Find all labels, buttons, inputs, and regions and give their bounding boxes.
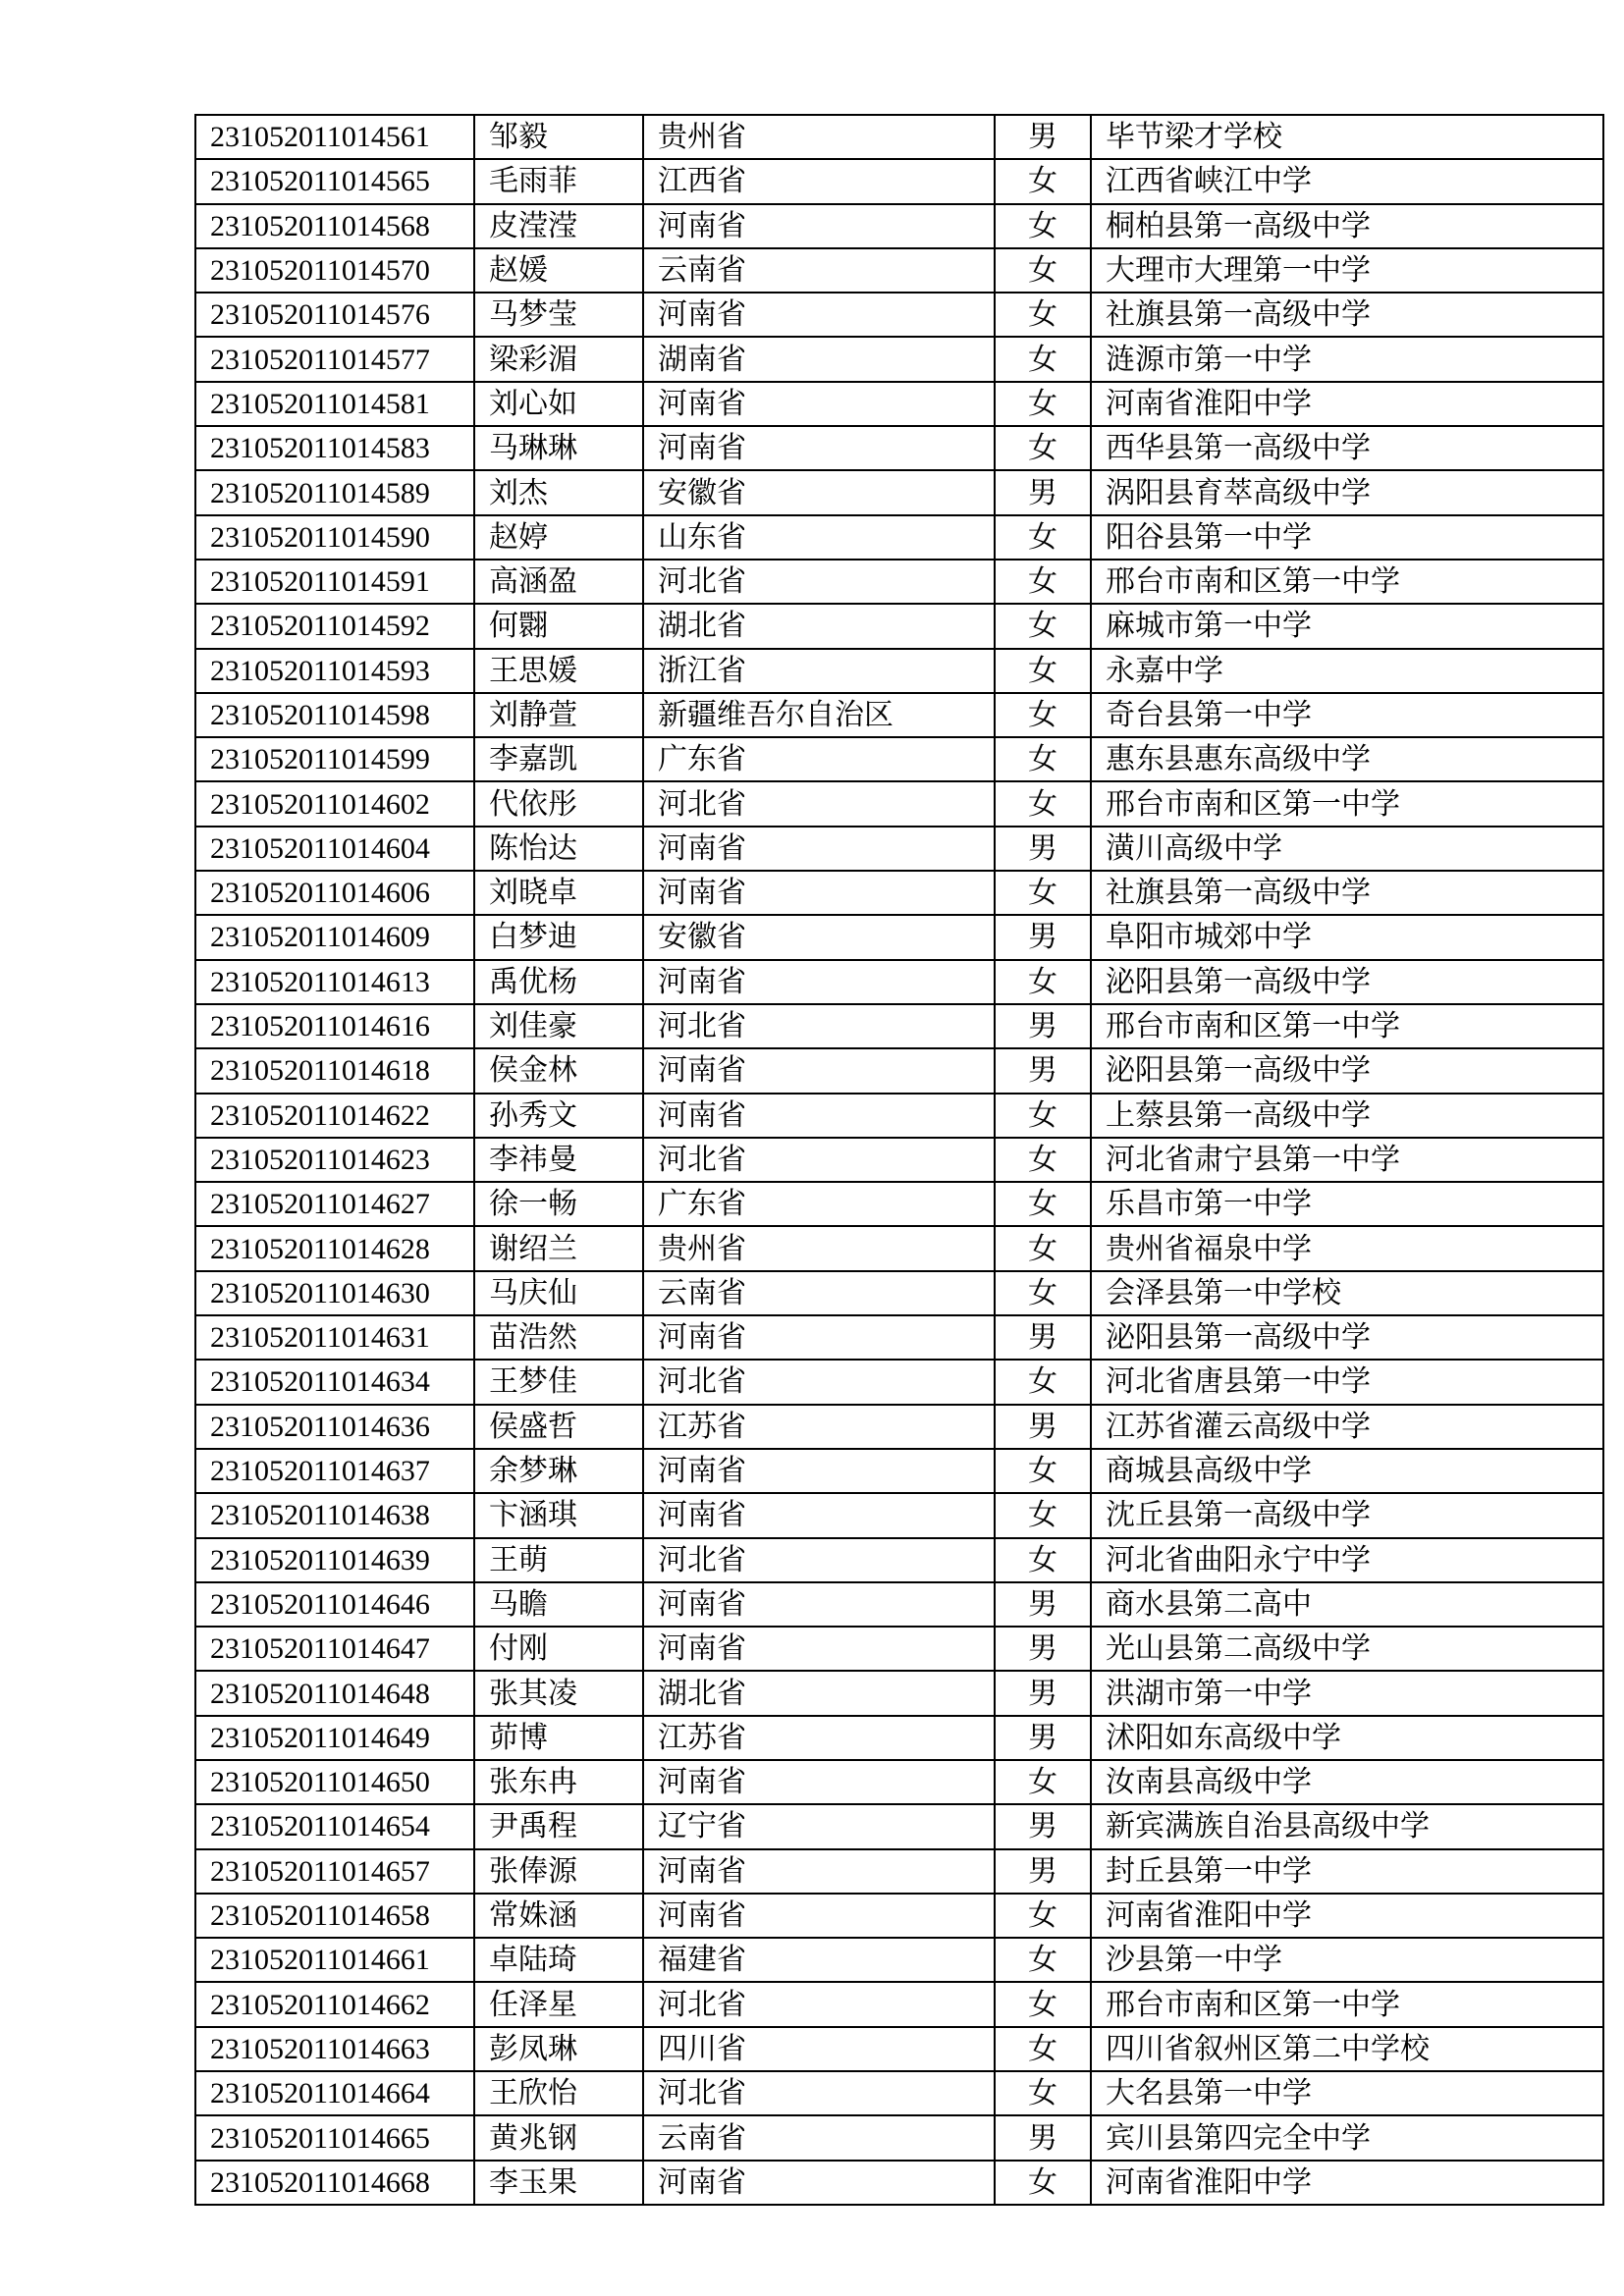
school-cell: 潢川高级中学 bbox=[1091, 827, 1603, 871]
school-cell: 毕节梁才学校 bbox=[1091, 115, 1603, 159]
school-cell: 邢台市南和区第一中学 bbox=[1091, 560, 1603, 604]
name-cell: 梁彩湄 bbox=[474, 337, 643, 381]
name-cell: 尹禹程 bbox=[474, 1804, 643, 1848]
table-row bbox=[195, 159, 1603, 203]
table-row bbox=[195, 1804, 1603, 1848]
name-cell: 毛雨菲 bbox=[474, 159, 643, 203]
school-cell: 江苏省灌云高级中学 bbox=[1091, 1405, 1603, 1449]
table-row bbox=[195, 1226, 1603, 1270]
name-cell: 邹毅 bbox=[474, 115, 643, 159]
province-cell: 浙江省 bbox=[643, 649, 995, 693]
province-cell: 河北省 bbox=[643, 1538, 995, 1582]
province-cell: 河北省 bbox=[643, 1138, 995, 1182]
province-cell: 河南省 bbox=[643, 1048, 995, 1093]
name-cell: 王思媛 bbox=[474, 649, 643, 693]
student-id-cell: 231052011014663 bbox=[195, 2027, 474, 2071]
name-cell: 禹优杨 bbox=[474, 960, 643, 1004]
name-cell: 张东冉 bbox=[474, 1760, 643, 1804]
gender-cell: 男 bbox=[995, 1671, 1091, 1715]
name-cell: 张其凌 bbox=[474, 1671, 643, 1715]
table-row bbox=[195, 1982, 1603, 2026]
school-cell: 河北省唐县第一中学 bbox=[1091, 1360, 1603, 1404]
student-id-cell: 231052011014636 bbox=[195, 1405, 474, 1449]
table-row bbox=[195, 1849, 1603, 1894]
school-cell: 邢台市南和区第一中学 bbox=[1091, 1004, 1603, 1048]
student-id-cell: 231052011014593 bbox=[195, 649, 474, 693]
province-cell: 福建省 bbox=[643, 1938, 995, 1982]
gender-cell: 男 bbox=[995, 115, 1091, 159]
table-row bbox=[195, 2115, 1603, 2160]
province-cell: 河南省 bbox=[643, 1493, 995, 1537]
name-cell: 茆博 bbox=[474, 1716, 643, 1760]
gender-cell: 女 bbox=[995, 604, 1091, 648]
student-id-cell: 231052011014654 bbox=[195, 1804, 474, 1848]
gender-cell: 男 bbox=[995, 1849, 1091, 1894]
student-id-cell: 231052011014592 bbox=[195, 604, 474, 648]
student-id-cell: 231052011014616 bbox=[195, 1004, 474, 1048]
name-cell: 白梦迪 bbox=[474, 915, 643, 959]
school-cell: 泌阳县第一高级中学 bbox=[1091, 1315, 1603, 1360]
gender-cell: 男 bbox=[995, 827, 1091, 871]
name-cell: 代依彤 bbox=[474, 781, 643, 826]
gender-cell: 女 bbox=[995, 1360, 1091, 1404]
student-id-cell: 231052011014577 bbox=[195, 337, 474, 381]
province-cell: 湖南省 bbox=[643, 337, 995, 381]
province-cell: 河南省 bbox=[643, 1894, 995, 1938]
table-row bbox=[195, 871, 1603, 915]
name-cell: 彭凤琳 bbox=[474, 2027, 643, 2071]
school-cell: 会泽县第一中学校 bbox=[1091, 1271, 1603, 1315]
student-id-cell: 231052011014639 bbox=[195, 1538, 474, 1582]
school-cell: 麻城市第一中学 bbox=[1091, 604, 1603, 648]
province-cell: 河北省 bbox=[643, 560, 995, 604]
province-cell: 江西省 bbox=[643, 159, 995, 203]
name-cell: 赵婷 bbox=[474, 515, 643, 560]
gender-cell: 女 bbox=[995, 1982, 1091, 2026]
school-cell: 邢台市南和区第一中学 bbox=[1091, 781, 1603, 826]
school-cell: 光山县第二高级中学 bbox=[1091, 1627, 1603, 1671]
province-cell: 河北省 bbox=[643, 1004, 995, 1048]
table-row bbox=[195, 1493, 1603, 1537]
gender-cell: 女 bbox=[995, 382, 1091, 426]
table-row bbox=[195, 2071, 1603, 2115]
student-id-cell: 231052011014657 bbox=[195, 1849, 474, 1894]
province-cell: 河南省 bbox=[643, 204, 995, 248]
gender-cell: 女 bbox=[995, 1138, 1091, 1182]
name-cell: 刘静萱 bbox=[474, 693, 643, 737]
province-cell: 河南省 bbox=[643, 871, 995, 915]
table-row bbox=[195, 1094, 1603, 1138]
province-cell: 河南省 bbox=[643, 1449, 995, 1493]
table-row bbox=[195, 248, 1603, 293]
school-cell: 上蔡县第一高级中学 bbox=[1091, 1094, 1603, 1138]
school-cell: 封丘县第一中学 bbox=[1091, 1849, 1603, 1894]
table-row bbox=[195, 649, 1603, 693]
school-cell: 涡阳县育萃高级中学 bbox=[1091, 470, 1603, 514]
student-id-cell: 231052011014576 bbox=[195, 293, 474, 337]
gender-cell: 男 bbox=[995, 1315, 1091, 1360]
school-cell: 惠东县惠东高级中学 bbox=[1091, 737, 1603, 781]
student-id-cell: 231052011014622 bbox=[195, 1094, 474, 1138]
table-row bbox=[195, 693, 1603, 737]
name-cell: 刘杰 bbox=[474, 470, 643, 514]
province-cell: 江苏省 bbox=[643, 1405, 995, 1449]
province-cell: 广东省 bbox=[643, 1182, 995, 1226]
student-id-cell: 231052011014627 bbox=[195, 1182, 474, 1226]
school-cell: 泌阳县第一高级中学 bbox=[1091, 1048, 1603, 1093]
name-cell: 王梦佳 bbox=[474, 1360, 643, 1404]
student-id-cell: 231052011014598 bbox=[195, 693, 474, 737]
student-id-cell: 231052011014604 bbox=[195, 827, 474, 871]
gender-cell: 女 bbox=[995, 737, 1091, 781]
name-cell: 李祎曼 bbox=[474, 1138, 643, 1182]
gender-cell: 男 bbox=[995, 1004, 1091, 1048]
gender-cell: 女 bbox=[995, 2027, 1091, 2071]
school-cell: 洪湖市第一中学 bbox=[1091, 1671, 1603, 1715]
student-id-cell: 231052011014581 bbox=[195, 382, 474, 426]
province-cell: 河南省 bbox=[643, 1315, 995, 1360]
province-cell: 河北省 bbox=[643, 2071, 995, 2115]
province-cell: 山东省 bbox=[643, 515, 995, 560]
name-cell: 赵媛 bbox=[474, 248, 643, 293]
province-cell: 河南省 bbox=[643, 1760, 995, 1804]
student-id-cell: 231052011014590 bbox=[195, 515, 474, 560]
table-row bbox=[195, 1894, 1603, 1938]
name-cell: 徐一畅 bbox=[474, 1182, 643, 1226]
province-cell: 河南省 bbox=[643, 1627, 995, 1671]
student-id-cell: 231052011014599 bbox=[195, 737, 474, 781]
table-row bbox=[195, 1671, 1603, 1715]
table-row bbox=[195, 1271, 1603, 1315]
table-row bbox=[195, 1048, 1603, 1093]
table-row bbox=[195, 1938, 1603, 1982]
gender-cell: 男 bbox=[995, 915, 1091, 959]
school-cell: 商城县高级中学 bbox=[1091, 1449, 1603, 1493]
gender-cell: 男 bbox=[995, 470, 1091, 514]
province-cell: 云南省 bbox=[643, 248, 995, 293]
school-cell: 永嘉中学 bbox=[1091, 649, 1603, 693]
gender-cell: 女 bbox=[995, 649, 1091, 693]
student-id-cell: 231052011014631 bbox=[195, 1315, 474, 1360]
table-row bbox=[195, 115, 1603, 159]
school-cell: 河南省淮阳中学 bbox=[1091, 1894, 1603, 1938]
gender-cell: 女 bbox=[995, 781, 1091, 826]
table-row bbox=[195, 1582, 1603, 1627]
school-cell: 四川省叙州区第二中学校 bbox=[1091, 2027, 1603, 2071]
table-row bbox=[195, 2027, 1603, 2071]
gender-cell: 女 bbox=[995, 1449, 1091, 1493]
student-id-cell: 231052011014606 bbox=[195, 871, 474, 915]
student-id-cell: 231052011014638 bbox=[195, 1493, 474, 1537]
student-id-cell: 231052011014609 bbox=[195, 915, 474, 959]
table-row bbox=[195, 1405, 1603, 1449]
name-cell: 刘晓卓 bbox=[474, 871, 643, 915]
school-cell: 阳谷县第一中学 bbox=[1091, 515, 1603, 560]
table-row bbox=[195, 827, 1603, 871]
table-row bbox=[195, 1004, 1603, 1048]
student-id-cell: 231052011014591 bbox=[195, 560, 474, 604]
name-cell: 何翾 bbox=[474, 604, 643, 648]
gender-cell: 女 bbox=[995, 293, 1091, 337]
student-id-cell: 231052011014650 bbox=[195, 1760, 474, 1804]
student-id-cell: 231052011014662 bbox=[195, 1982, 474, 2026]
gender-cell: 女 bbox=[995, 2161, 1091, 2205]
province-cell: 河南省 bbox=[643, 1849, 995, 1894]
gender-cell: 女 bbox=[995, 1938, 1091, 1982]
school-cell: 河北省曲阳永宁中学 bbox=[1091, 1538, 1603, 1582]
table-row bbox=[195, 960, 1603, 1004]
name-cell: 余梦琳 bbox=[474, 1449, 643, 1493]
student-id-cell: 231052011014618 bbox=[195, 1048, 474, 1093]
province-cell: 河南省 bbox=[643, 827, 995, 871]
province-cell: 河南省 bbox=[643, 1582, 995, 1627]
province-cell: 云南省 bbox=[643, 2115, 995, 2160]
table-row bbox=[195, 1538, 1603, 1582]
table-row bbox=[195, 560, 1603, 604]
school-cell: 沈丘县第一高级中学 bbox=[1091, 1493, 1603, 1537]
name-cell: 李嘉凯 bbox=[474, 737, 643, 781]
student-id-cell: 231052011014634 bbox=[195, 1360, 474, 1404]
table-row bbox=[195, 1360, 1603, 1404]
gender-cell: 女 bbox=[995, 1894, 1091, 1938]
school-cell: 宾川县第四完全中学 bbox=[1091, 2115, 1603, 2160]
student-id-cell: 231052011014637 bbox=[195, 1449, 474, 1493]
table-row bbox=[195, 1716, 1603, 1760]
school-cell: 社旗县第一高级中学 bbox=[1091, 293, 1603, 337]
name-cell: 付刚 bbox=[474, 1627, 643, 1671]
student-id-cell: 231052011014583 bbox=[195, 426, 474, 470]
name-cell: 皮滢滢 bbox=[474, 204, 643, 248]
school-cell: 大名县第一中学 bbox=[1091, 2071, 1603, 2115]
table-row bbox=[195, 1760, 1603, 1804]
name-cell: 侯盛哲 bbox=[474, 1405, 643, 1449]
gender-cell: 女 bbox=[995, 560, 1091, 604]
province-cell: 河北省 bbox=[643, 781, 995, 826]
gender-cell: 男 bbox=[995, 1627, 1091, 1671]
name-cell: 马梦莹 bbox=[474, 293, 643, 337]
gender-cell: 男 bbox=[995, 1804, 1091, 1848]
gender-cell: 男 bbox=[995, 1716, 1091, 1760]
table-row bbox=[195, 426, 1603, 470]
student-id-cell: 231052011014570 bbox=[195, 248, 474, 293]
school-cell: 涟源市第一中学 bbox=[1091, 337, 1603, 381]
name-cell: 马琳琳 bbox=[474, 426, 643, 470]
school-cell: 沭阳如东高级中学 bbox=[1091, 1716, 1603, 1760]
name-cell: 苗浩然 bbox=[474, 1315, 643, 1360]
school-cell: 汝南县高级中学 bbox=[1091, 1760, 1603, 1804]
province-cell: 河南省 bbox=[643, 1094, 995, 1138]
table-row bbox=[195, 604, 1603, 648]
table-row bbox=[195, 2161, 1603, 2205]
name-cell: 马瞻 bbox=[474, 1582, 643, 1627]
school-cell: 商水县第二高中 bbox=[1091, 1582, 1603, 1627]
province-cell: 广东省 bbox=[643, 737, 995, 781]
student-id-cell: 231052011014668 bbox=[195, 2161, 474, 2205]
student-id-cell: 231052011014646 bbox=[195, 1582, 474, 1627]
roster-table bbox=[194, 114, 1604, 2206]
name-cell: 陈怡达 bbox=[474, 827, 643, 871]
student-id-cell: 231052011014613 bbox=[195, 960, 474, 1004]
school-cell: 社旗县第一高级中学 bbox=[1091, 871, 1603, 915]
school-cell: 新宾满族自治县高级中学 bbox=[1091, 1804, 1603, 1848]
province-cell: 安徽省 bbox=[643, 470, 995, 514]
student-id-cell: 231052011014648 bbox=[195, 1671, 474, 1715]
school-cell: 桐柏县第一高级中学 bbox=[1091, 204, 1603, 248]
name-cell: 马庆仙 bbox=[474, 1271, 643, 1315]
gender-cell: 女 bbox=[995, 248, 1091, 293]
name-cell: 高涵盈 bbox=[474, 560, 643, 604]
table-row bbox=[195, 1627, 1603, 1671]
school-cell: 泌阳县第一高级中学 bbox=[1091, 960, 1603, 1004]
table-row bbox=[195, 382, 1603, 426]
name-cell: 李玉果 bbox=[474, 2161, 643, 2205]
gender-cell: 男 bbox=[995, 1582, 1091, 1627]
student-id-cell: 231052011014623 bbox=[195, 1138, 474, 1182]
province-cell: 河南省 bbox=[643, 960, 995, 1004]
school-cell: 乐昌市第一中学 bbox=[1091, 1182, 1603, 1226]
table-row bbox=[195, 1315, 1603, 1360]
province-cell: 贵州省 bbox=[643, 1226, 995, 1270]
school-cell: 沙县第一中学 bbox=[1091, 1938, 1603, 1982]
school-cell: 河南省淮阳中学 bbox=[1091, 382, 1603, 426]
table-row bbox=[195, 293, 1603, 337]
name-cell: 王萌 bbox=[474, 1538, 643, 1582]
student-id-cell: 231052011014661 bbox=[195, 1938, 474, 1982]
province-cell: 江苏省 bbox=[643, 1716, 995, 1760]
student-id-cell: 231052011014665 bbox=[195, 2115, 474, 2160]
school-cell: 奇台县第一中学 bbox=[1091, 693, 1603, 737]
student-id-cell: 231052011014647 bbox=[195, 1627, 474, 1671]
province-cell: 河南省 bbox=[643, 426, 995, 470]
student-id-cell: 231052011014630 bbox=[195, 1271, 474, 1315]
province-cell: 贵州省 bbox=[643, 115, 995, 159]
gender-cell: 女 bbox=[995, 159, 1091, 203]
name-cell: 刘佳豪 bbox=[474, 1004, 643, 1048]
school-cell: 阜阳市城郊中学 bbox=[1091, 915, 1603, 959]
student-id-cell: 231052011014561 bbox=[195, 115, 474, 159]
table-row bbox=[195, 1449, 1603, 1493]
province-cell: 河北省 bbox=[643, 1982, 995, 2026]
table-row bbox=[195, 915, 1603, 959]
gender-cell: 女 bbox=[995, 515, 1091, 560]
gender-cell: 女 bbox=[995, 426, 1091, 470]
gender-cell: 女 bbox=[995, 1094, 1091, 1138]
name-cell: 卓陆琦 bbox=[474, 1938, 643, 1982]
province-cell: 河南省 bbox=[643, 293, 995, 337]
name-cell: 张俸源 bbox=[474, 1849, 643, 1894]
school-cell: 贵州省福泉中学 bbox=[1091, 1226, 1603, 1270]
school-cell: 河北省肃宁县第一中学 bbox=[1091, 1138, 1603, 1182]
table-row bbox=[195, 337, 1603, 381]
student-id-cell: 231052011014649 bbox=[195, 1716, 474, 1760]
table-row bbox=[195, 1182, 1603, 1226]
student-id-cell: 231052011014565 bbox=[195, 159, 474, 203]
student-id-cell: 231052011014628 bbox=[195, 1226, 474, 1270]
roster-body bbox=[195, 115, 1603, 2205]
table-row bbox=[195, 781, 1603, 826]
province-cell: 云南省 bbox=[643, 1271, 995, 1315]
gender-cell: 女 bbox=[995, 1182, 1091, 1226]
name-cell: 任泽星 bbox=[474, 1982, 643, 2026]
gender-cell: 女 bbox=[995, 960, 1091, 1004]
province-cell: 河南省 bbox=[643, 2161, 995, 2205]
name-cell: 刘心如 bbox=[474, 382, 643, 426]
gender-cell: 女 bbox=[995, 693, 1091, 737]
gender-cell: 女 bbox=[995, 2071, 1091, 2115]
name-cell: 王欣怡 bbox=[474, 2071, 643, 2115]
student-id-cell: 231052011014568 bbox=[195, 204, 474, 248]
table-row bbox=[195, 204, 1603, 248]
province-cell: 四川省 bbox=[643, 2027, 995, 2071]
gender-cell: 女 bbox=[995, 337, 1091, 381]
table-row bbox=[195, 470, 1603, 514]
name-cell: 孙秀文 bbox=[474, 1094, 643, 1138]
student-id-cell: 231052011014664 bbox=[195, 2071, 474, 2115]
gender-cell: 女 bbox=[995, 1493, 1091, 1537]
school-cell: 西华县第一高级中学 bbox=[1091, 426, 1603, 470]
school-cell: 邢台市南和区第一中学 bbox=[1091, 1982, 1603, 2026]
name-cell: 谢绍兰 bbox=[474, 1226, 643, 1270]
school-cell: 河南省淮阳中学 bbox=[1091, 2161, 1603, 2205]
province-cell: 安徽省 bbox=[643, 915, 995, 959]
province-cell: 河北省 bbox=[643, 1360, 995, 1404]
table-row bbox=[195, 737, 1603, 781]
gender-cell: 女 bbox=[995, 1760, 1091, 1804]
gender-cell: 女 bbox=[995, 1538, 1091, 1582]
student-id-cell: 231052011014589 bbox=[195, 470, 474, 514]
gender-cell: 女 bbox=[995, 871, 1091, 915]
name-cell: 卞涵琪 bbox=[474, 1493, 643, 1537]
province-cell: 湖北省 bbox=[643, 604, 995, 648]
province-cell: 辽宁省 bbox=[643, 1804, 995, 1848]
name-cell: 黄兆钢 bbox=[474, 2115, 643, 2160]
gender-cell: 女 bbox=[995, 1271, 1091, 1315]
student-id-cell: 231052011014602 bbox=[195, 781, 474, 826]
gender-cell: 男 bbox=[995, 2115, 1091, 2160]
name-cell: 侯金林 bbox=[474, 1048, 643, 1093]
gender-cell: 女 bbox=[995, 204, 1091, 248]
gender-cell: 女 bbox=[995, 1226, 1091, 1270]
province-cell: 河南省 bbox=[643, 382, 995, 426]
table-row bbox=[195, 1138, 1603, 1182]
province-cell: 湖北省 bbox=[643, 1671, 995, 1715]
province-cell: 新疆维吾尔自治区 bbox=[643, 693, 995, 737]
student-id-cell: 231052011014658 bbox=[195, 1894, 474, 1938]
gender-cell: 男 bbox=[995, 1048, 1091, 1093]
school-cell: 大理市大理第一中学 bbox=[1091, 248, 1603, 293]
name-cell: 常姝涵 bbox=[474, 1894, 643, 1938]
table-row bbox=[195, 515, 1603, 560]
school-cell: 江西省峡江中学 bbox=[1091, 159, 1603, 203]
gender-cell: 男 bbox=[995, 1405, 1091, 1449]
